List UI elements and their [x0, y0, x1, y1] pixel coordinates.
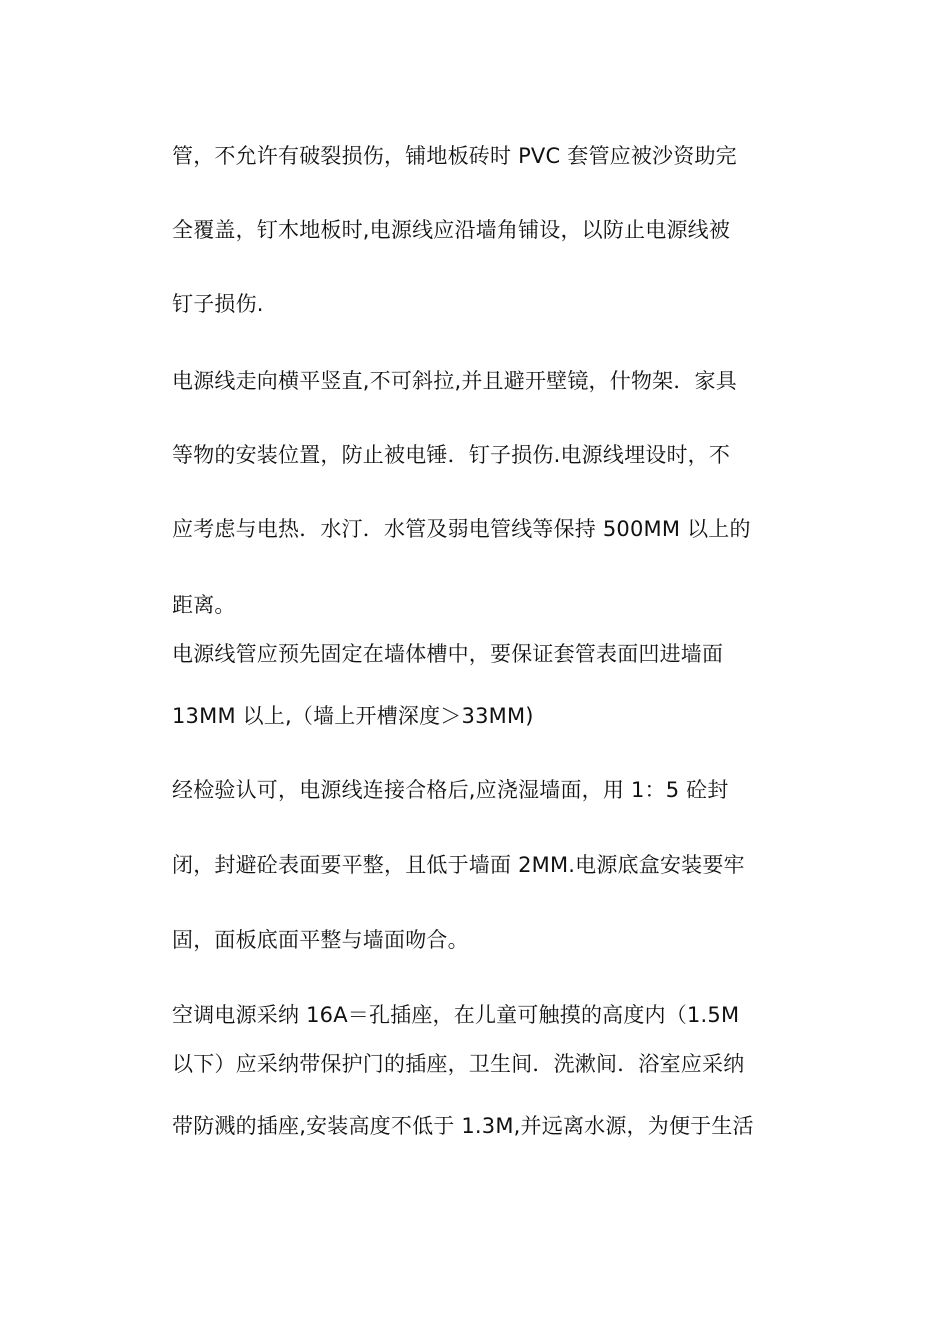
text-line: 电源线走向横平竖直,不可斜拉,并且避开壁镜，什物架．家具 [172, 369, 737, 393]
text-line: 以下）应采纳带保护门的插座，卫生间．洗漱间．浴室应采纳 [172, 1052, 745, 1076]
text-line: 电源线管应预先固定在墙体槽中，要保证套管表面凹进墙面 [172, 642, 724, 666]
text-line: 管，不允许有破裂损伤，铺地板砖时 PVC 套管应被沙资助完 [172, 144, 737, 168]
text-line: 带防溅的插座,安装高度不低于 1.3M,并远离水源，为便于生活 [172, 1114, 754, 1138]
text-line: 13MM 以上,（墙上开槽深度＞33MM) [172, 704, 534, 728]
text-line: 钉子损伤. [172, 292, 264, 316]
text-line: 等物的安装位置，防止被电锤．钉子损伤.电源线埋设时，不 [172, 443, 731, 467]
text-line: 空调电源采纳 16A＝孔插座，在儿童可触摸的高度内（1.5M [172, 1003, 740, 1027]
text-line: 闭，封避砼表面要平整，且低于墙面 2MM.电源底盒安装要牢 [172, 853, 745, 877]
text-line: 经检验认可，电源线连接合格后,应浇湿墙面，用 1：5 砼封 [172, 778, 729, 802]
text-line: 应考虑与电热．水汀．水管及弱电管线等保持 500MM 以上的 [172, 517, 751, 541]
text-line: 全覆盖，钉木地板时,电源线应沿墙角铺设，以防止电源线被 [172, 218, 731, 242]
text-line: 固，面板底面平整与墙面吻合。 [172, 928, 469, 952]
text-line: 距离。 [172, 593, 236, 617]
